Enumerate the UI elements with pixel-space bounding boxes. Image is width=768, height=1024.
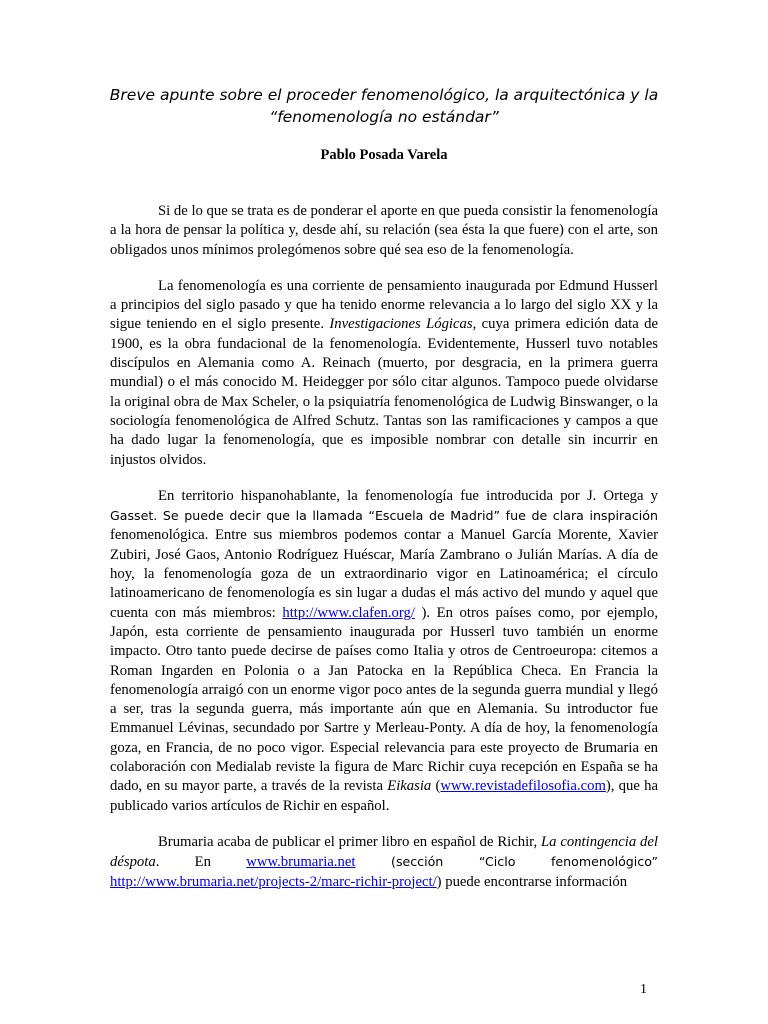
- paragraph-3-text-3: ). En otros países como, por ejemplo, Japón, esta corriente de pensamiento inaugurada por Husserl tuvo también un enorme impacto. Otro tanto puede decirse de países como Italia y otros de Centroeuropa: citemos a Roman Ingarden en Polonia o a Jan Patocka en la República Checa. En Francia la fenomenología arraigó con un enorme vigor poco antes de la segunda guerra mundial y llegó a ser, tras la segunda guerra, más importante aún que en Alemania. Su introductor fue Emmanuel Lévinas, secundado por Sartre y Merleau-Ponty. A día de hoy, la fenomenología goza, en Francia, de no poco vigor. Especial relevancia para este proyecto de Brumaria en colaboración con Medialab reviste la figura de Marc Richir cuya recepción en España se ha dado, en su mayor parte, a través de la revista: [110, 604, 659, 795]
- document-body: [110, 202, 658, 892]
- paragraph-4-alt-font-text: (sección “Ciclo fenomenológico”: [355, 854, 658, 870]
- page-number: 1: [640, 982, 647, 997]
- title-line-2: “fenomenología no estándar”: [269, 108, 499, 126]
- paragraph-3-alt-font-text: Gasset. Se puede decir que la llamada “Escuela de Madrid” fue de clara inspiración: [110, 508, 658, 524]
- paragraph-3: [110, 487, 658, 816]
- paragraph-4-text-4: ) puede encontrarse información: [436, 873, 628, 890]
- paragraph-4-text-1: Brumaria acaba de publicar el primer libro en español de Richir,: [158, 833, 541, 850]
- marc-richir-project-link[interactable]: http://www.brumaria.net/projects-2/marc-richir-project/: [110, 873, 437, 890]
- revistadefilosofia-link[interactable]: www.revistadefilosofia.com: [440, 778, 606, 795]
- paragraph-4-text-2: . En: [155, 854, 247, 871]
- book-title-investigaciones: Investigaciones Lógicas: [329, 316, 473, 333]
- brumaria-link[interactable]: www.brumaria.net: [246, 854, 356, 871]
- paragraph-3-text-4: (: [431, 778, 441, 795]
- clafen-link[interactable]: http://www.clafen.org/: [282, 604, 415, 621]
- paragraph-3-text-1: En territorio hispanohablante, la fenomenología fue introducida por J. Ortega y: [158, 487, 658, 504]
- book-title-contingencia: La contingencia del déspota: [110, 833, 658, 871]
- paragraph-1: Si de lo que se trata es de ponderar el aporte en que pueda consistir la fenomenología a la hora de pensar la política y, desde ahí, su relación (sea ésta la que fuere) con el arte, son obligados unos mínimos prolegómenos sobre qué sea eso de la fenomenología.: [110, 203, 659, 258]
- author-name: Pablo Posada Varela: [320, 147, 448, 163]
- paragraph-2-text-1: La fenomenología es una corriente de pensamiento inaugurada por Edmund Husserl a principios del siglo pasado y que ha tenido enorme relevancia a lo largo del siglo XX y la sigue teniendo en el siglo presente.: [110, 277, 658, 333]
- paragraph-3-text-5: ), que ha publicado varios artículos de Richir en español.: [110, 778, 658, 814]
- paragraph-3-text-2: fenomenológica. Entre sus miembros podemos contar a Manuel García Morente, Xavier Zubiri, José Gaos, Antonio Rodríguez Huéscar, María Zambrano o Julián Marías. A día de hoy, la fenomenología goza de un extraordinario vigor en Latinoamérica; el círculo latinoamericano de fenomenología es sin lugar a dudas el más activo del mundo y aquel que cuenta con más miembros:: [110, 527, 658, 621]
- document-title: [100, 84, 668, 128]
- journal-title-eikasia: Eikasia: [387, 778, 432, 795]
- paragraph-2-text-2: , cuya primera edición data de 1900, es la obra fundacional de la fenomenología. Evidentemente, Husserl tuvo notables discípulos en Alemania como A. Reinach (muerto, por desgracia, en la primera guerra mundial) o el más conocido M. Heidegger por sólo citar algunos. Tampoco puede olvidarse la original obra de Max Scheler, o la psiquiatría fenomenológica de Ludwig Binswanger, o la sociología fenomenológica de Alfred Schutz. Tantas son las ramificaciones y campos a que ha dado lugar la fenomenología, que es imposible nombrar con detalle sin incurrir en injustos olvidos.: [110, 316, 658, 468]
- title-line-1: Breve apunte sobre el proceder fenomenológico, la arquitectónica y la: [109, 86, 659, 104]
- paragraph-2: [110, 277, 658, 470]
- paragraph-4: [110, 833, 658, 892]
